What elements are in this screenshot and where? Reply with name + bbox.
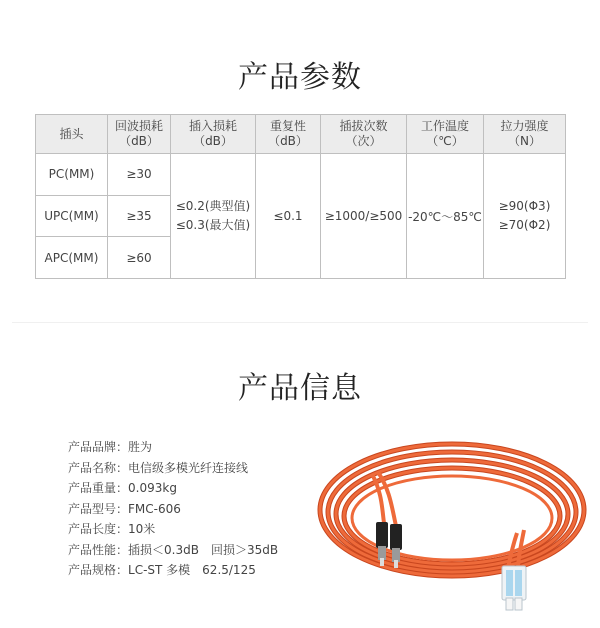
cell-operating-temp: -20℃～85℃ xyxy=(407,154,484,279)
list-item xyxy=(68,519,278,540)
info-value: 胜为 xyxy=(128,440,153,454)
cell-return-loss: ≥30 xyxy=(108,154,171,196)
cell-mating-cycles: ≥1000/≥500 xyxy=(321,154,407,279)
header-operating-temp: 工作温度 （℃） xyxy=(407,115,484,154)
info-value: 插损＜0.3dB 回损＞35dB xyxy=(128,542,279,557)
info-label: 产品型号： xyxy=(68,501,129,516)
cell-connector: UPC(MM) xyxy=(36,195,108,237)
params-table xyxy=(35,114,566,279)
header-repeatability: 重复性 （dB） xyxy=(256,115,321,154)
list-item xyxy=(68,478,278,499)
list-item xyxy=(68,540,278,561)
table-row xyxy=(36,154,566,196)
params-header-row xyxy=(36,115,566,154)
info-value: 0.093kg xyxy=(128,481,177,495)
cell-tensile-strength: ≥90(Φ3) ≥70(Φ2) xyxy=(484,154,566,279)
info-label: 产品名称： xyxy=(68,460,129,475)
header-mating-cycles: 插拔次数 （次） xyxy=(321,115,407,154)
info-label: 产品长度： xyxy=(68,522,129,536)
list-item xyxy=(68,458,278,479)
header-return-loss: 回波损耗 （dB） xyxy=(108,115,171,154)
info-label: 产品品牌： xyxy=(68,440,129,454)
info-value: 电信级多模光纤连接线 xyxy=(128,460,249,475)
header-insertion-loss: 插入损耗 （dB） xyxy=(171,115,256,154)
cell-insertion-loss: ≤0.2(典型值) ≤0.3(最大值) xyxy=(171,154,256,279)
info-value: FMC-606 xyxy=(128,501,181,516)
list-item xyxy=(68,437,278,458)
cell-return-loss: ≥35 xyxy=(108,195,171,237)
list-item xyxy=(68,499,278,520)
cell-connector: PC(MM) xyxy=(36,154,108,196)
cell-connector: APC(MM) xyxy=(36,237,108,279)
info-label: 产品规格： xyxy=(68,563,129,577)
info-label: 产品重量： xyxy=(68,481,129,495)
lc-connector xyxy=(502,566,526,610)
list-item xyxy=(68,560,278,581)
info-label: 产品性能： xyxy=(68,542,129,557)
cell-return-loss: ≥60 xyxy=(108,237,171,279)
cell-repeatability: ≤0.1 xyxy=(256,154,321,279)
product-info-list xyxy=(68,437,278,581)
header-connector: 插头 xyxy=(36,115,108,154)
header-tensile-strength: 拉力强度 （N） xyxy=(484,115,566,154)
params-title: 产品参数 xyxy=(238,60,362,95)
section-divider xyxy=(12,322,588,323)
info-value: LC-ST 多模 62.5/125 xyxy=(128,563,256,577)
fiber-patch-cable-image xyxy=(312,438,592,618)
info-title: 产品信息 xyxy=(238,371,362,406)
info-value: 10米 xyxy=(128,522,156,536)
